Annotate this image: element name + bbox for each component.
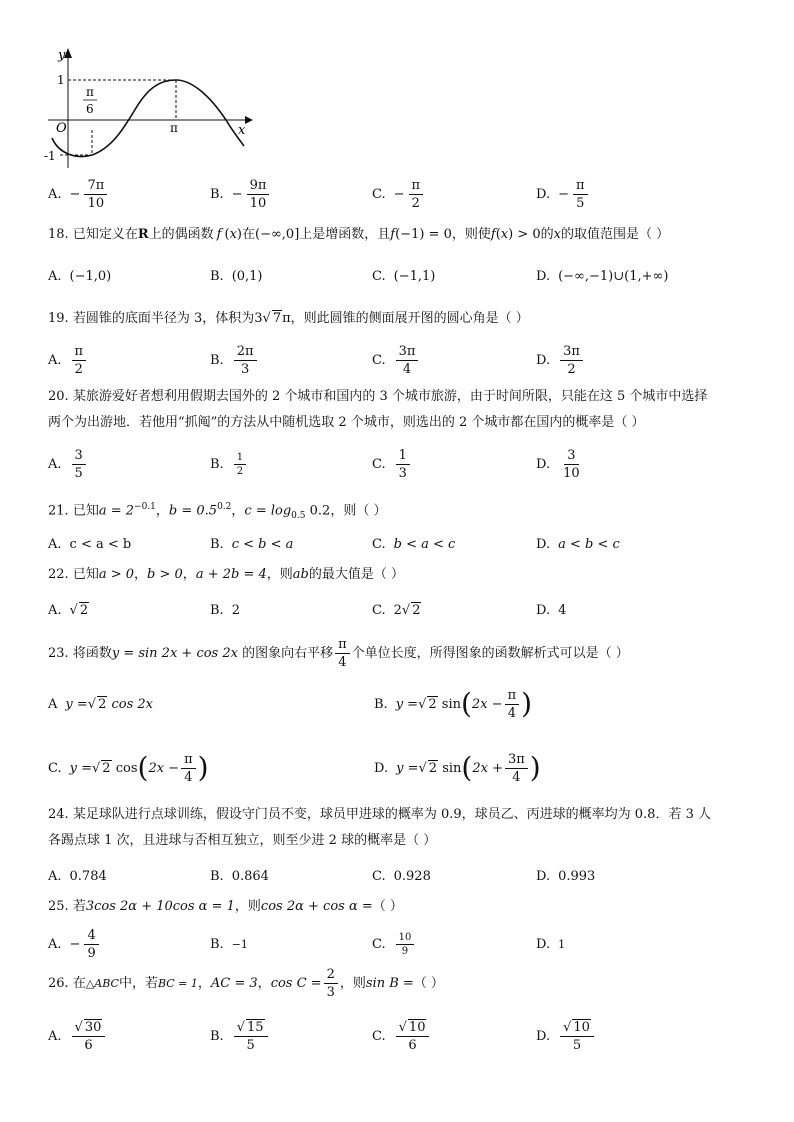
q21-option-b[interactable]: B. c < b < a <box>210 536 294 552</box>
y-max-tick: 1 <box>57 73 65 87</box>
q24-option-b[interactable]: B. 0.864 <box>210 868 269 884</box>
q23-options-row2 <box>48 746 748 790</box>
q25-option-d[interactable]: D. 1 <box>536 936 566 952</box>
q23-stem: 23. 将函数y = sin 2x + cos 2x 的图象向右平移 $\frac{\pi}{4}$ 个单位长度，所得图象的函数解析式可以是（ ） <box>48 637 629 670</box>
q17-options <box>48 172 748 216</box>
q17-option-c[interactable]: C. − $\frac{\pi}{2}$ <box>372 172 425 216</box>
q23-option-a[interactable]: A y = √ 2 cos 2x <box>48 696 153 712</box>
q17-b-frac: $\frac{9\pi}{10}$ <box>247 178 270 211</box>
q23-options-row1 <box>48 682 748 726</box>
y-axis-label: y <box>58 48 66 63</box>
q21-option-a[interactable]: A. c < a < b <box>48 536 132 552</box>
q24-option-a[interactable]: A. 0.784 <box>48 868 107 884</box>
q19-options <box>48 338 748 382</box>
q17-d-frac: $\frac{\pi}{5}$ <box>573 178 588 211</box>
q24-option-c[interactable]: C. 0.928 <box>372 868 431 884</box>
q26-options <box>48 1014 748 1058</box>
q25-options <box>48 922 748 966</box>
q18-option-b[interactable]: B. (0,1) <box>210 268 263 284</box>
q24-option-d[interactable]: D. 0.993 <box>536 868 596 884</box>
q18-option-d[interactable]: D. (−∞,−1)∪(1,+∞) <box>536 268 669 284</box>
q25-option-c[interactable]: C. $\frac{10}{9}$ <box>372 922 416 966</box>
q17-option-a[interactable]: A. − $\frac{7\pi}{10}$ <box>48 172 109 216</box>
q17-option-d[interactable]: D. − $\frac{\pi}{5}$ <box>536 172 590 216</box>
sine-curve <box>52 80 244 156</box>
pi-tick: π <box>170 121 178 135</box>
q20-option-a[interactable]: A. $\frac{3}{5}$ <box>48 442 88 486</box>
q18-stem: 18. 已知定义在R上的偶函数 f (x)在(−∞,0]上是增函数，且f(−1) = 0，则使f(x) > 0的x的取值范围是（ ） <box>48 227 670 242</box>
q23-option-c[interactable]: C. y = √ 2 cos ( 2x − $\frac{\pi}{4}$ ) <box>48 751 209 785</box>
pi-over-6-den: 6 <box>86 102 94 116</box>
q19-option-d[interactable]: D. $\frac{3\pi}{2}$ <box>536 338 585 382</box>
q18-options <box>48 254 748 298</box>
q19-option-c[interactable]: C. $\frac{3\pi}{4}$ <box>372 338 420 382</box>
q22-option-c[interactable]: C. 2 √ 2 <box>372 602 421 618</box>
sine-graph <box>40 42 260 170</box>
x-axis-arrow <box>245 116 253 124</box>
q19-option-a[interactable]: A. $\frac{\pi}{2}$ <box>48 338 88 382</box>
q20-options <box>48 442 748 486</box>
x-axis-label: x <box>238 123 246 138</box>
q25-stem: 25. 若3cos 2α + 10cos α = 1，则cos 2α + cos α =（ ） <box>48 899 403 914</box>
pi-over-6-num: π <box>86 85 94 99</box>
q24-stem: 24. 某足球队进行点球训练，假设守门员不变，球员甲进球的概率为 0.9，球员乙、丙进球的概率均为 0.8．若 3 人 各踢点球 1 次，且进球与否相互独立，则至少进 2 球的概率是（ ） <box>48 807 711 848</box>
q26-option-d[interactable]: D. $\frac{√ 10}{5}$ <box>536 1014 596 1058</box>
q20-stem: 20. 某旅游爱好者想利用假期去国外的 2 个城市和国内的 3 个城市旅游，由于时间所限，只能在这 5 个城市中选择 两个为出游地．若他用“抓阄”的方法从中随机选取 2 个城市，则选出的 2 个城市都在国内的概率是（ ） <box>48 389 708 430</box>
origin-label: O <box>56 121 67 136</box>
y-min-tick: -1 <box>44 149 56 163</box>
q22-option-a[interactable]: A. √ 2 <box>48 602 89 618</box>
q20-option-c[interactable]: C. $\frac{1}{3}$ <box>372 442 412 486</box>
q21-option-c[interactable]: C. b < a < c <box>372 536 456 552</box>
q18-option-a[interactable]: A. (−1,0) <box>48 268 112 284</box>
q18-option-c[interactable]: C. (−1,1) <box>372 268 436 284</box>
q20-option-d[interactable]: D. $\frac{3}{10}$ <box>536 447 580 481</box>
q25-option-b[interactable]: B. −1 <box>210 936 248 952</box>
q17-option-b[interactable]: B. − $\frac{9\pi}{10}$ <box>210 172 271 216</box>
q26-option-b[interactable]: B. $\frac{√ 15}{5}$ <box>210 1014 270 1058</box>
q23-option-b[interactable]: B. y = √ 2 sin ( 2x − $\frac{\pi}{4}$ ) <box>374 687 533 721</box>
q21-option-d[interactable]: D. a < b < c <box>536 536 620 552</box>
q17-c-frac: $\frac{\pi}{2}$ <box>409 178 424 211</box>
q23-option-d[interactable]: D. y = √ 2 sin ( 2x + $\frac{3\pi}{4}$ ) <box>374 751 541 785</box>
q22-options <box>48 588 748 632</box>
q26-option-a[interactable]: A. $\frac{√ 30}{6}$ <box>48 1014 107 1058</box>
q21-stem: 21. 已知$a = 2^{-0.1}$，$b = 0.5^{0.2}$，$c = \log_{0.5} 0.2$，则（ ） <box>48 502 387 521</box>
q21-options <box>48 522 748 566</box>
q24-options <box>48 854 748 898</box>
q22-option-b[interactable]: B. 2 <box>210 602 240 618</box>
q22-option-d[interactable]: D. 4 <box>536 602 567 618</box>
q26-option-c[interactable]: C. $\frac{√ 10}{6}$ <box>372 1014 431 1058</box>
q19-stem: 19. 若圆锥的底面半径为 3，体积为3√ 7π，则此圆锥的侧面展开图的圆心角是（ ） <box>48 311 529 326</box>
q26-stem: 26. 在△ABC中，若BC = 1，AC = 3，cos C = $\frac{2}{3}$ ，则sin B =（ ） <box>48 967 444 1000</box>
q20-option-b[interactable]: B. $\frac{1}{2}$ <box>210 442 248 486</box>
q25-option-a[interactable]: A. − $\frac{4}{9}$ <box>48 922 101 966</box>
q17-a-frac: $\frac{7\pi}{10}$ <box>84 178 107 211</box>
q19-option-b[interactable]: B. $\frac{2\pi}{3}$ <box>210 338 259 382</box>
q22-stem: 22. 已知a > 0，b > 0，a + 2b = 4，则ab的最大值是（ ） <box>48 567 404 582</box>
